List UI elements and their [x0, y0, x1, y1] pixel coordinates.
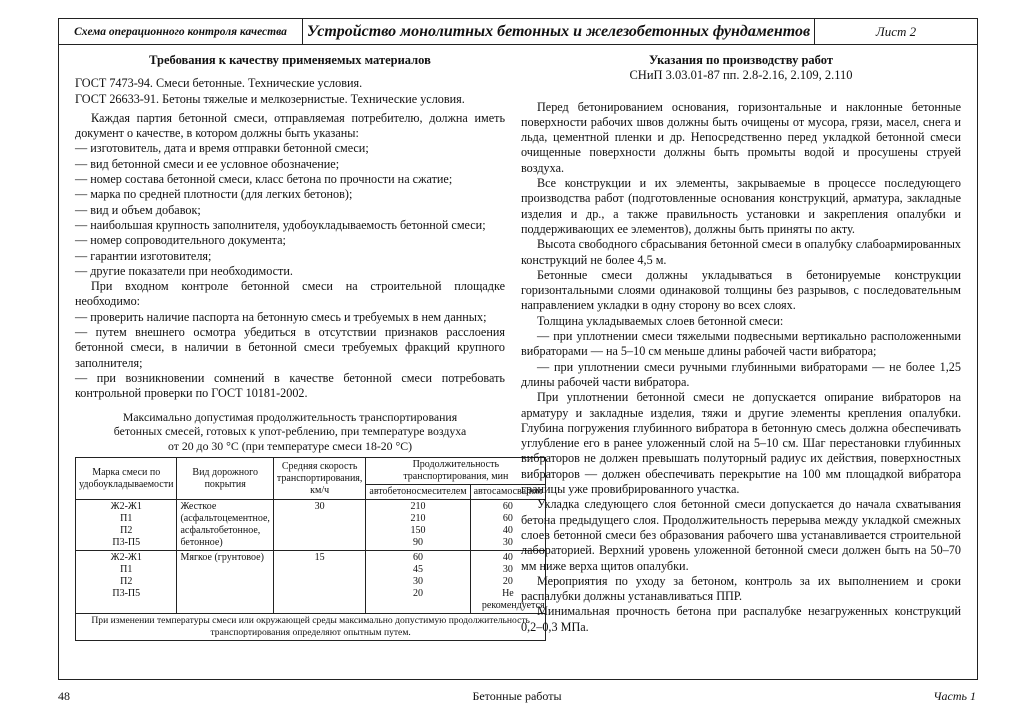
list-item: — номер состава бетонной смеси, класс бетона по прочности на сжатие;: [75, 172, 453, 187]
instructions-subtitle: СНиП 3.03.01-87 пп. 2.8-2.16, 2.109, 2.110: [629, 68, 853, 83]
header-scheme-label: Схема операционного контроля качества: [59, 19, 303, 44]
road-cell: Мягкое (грунтовое): [177, 551, 273, 614]
paragraph: При уплотнении бетонной смеси не допускается опирание вибраторов на арматуру и закладные изделия, тяжи и другие элементы крепления опалубки. Глубина погружения глубинного вибратора в бетонную смесь должна обеспечивать углубление его в ранее уложенный слой на 5–10 см. Шаг перестановки глубинных вибраторов не должен превышать полуторный радиус их действия, поверхностных вибраторов — должен обеспечивать перекрытие на 100 мм площадкой вибратора границы уже провибрированного участка.: [521, 390, 961, 497]
header-road: Вид дорожного покрытия: [177, 458, 273, 500]
list-item: — наибольшая крупность заполнителя, удобоукладываемость бетонной смеси;: [75, 217, 486, 232]
paragraph: Мероприятия по уходу за бетоном, контроль за их выполнением и сроки распалубки должны устанавливаться ППР.: [521, 573, 961, 604]
list-item: — при возникновении сомнений в качестве бетонной смеси потребовать контрольной проверки по ГОСТ 10181-2002.: [75, 370, 505, 401]
header-dump: автосамосвалом: [470, 485, 546, 500]
header-mixer: автобетоносмесителем: [366, 485, 470, 500]
road-cell: Жесткое (асфальтоцементное, асфальтобетонное, бетонное): [177, 500, 273, 551]
table-caption-line: от 20 до 30 °С (при температуре смеси 18-20 °С): [167, 438, 413, 453]
page-number: 48: [58, 689, 70, 703]
paragraph: Минимальная прочность бетона при распалубке незагруженных конструкций 0,2–0,3 МПа.: [521, 604, 961, 634]
table-header-row: [76, 458, 546, 485]
transport-table: [75, 457, 546, 641]
page-frame: [58, 18, 978, 680]
standard-line: ГОСТ 26633-91. Бетоны тяжелые и мелкозернистые. Технические условия.: [75, 91, 465, 106]
mixer-cell: 210 210 150 90: [366, 500, 470, 551]
table-note-row: [76, 614, 546, 641]
list-item: — путем внешнего осмотра убедиться в отсутствии признаков расслоения бетонной смеси, в наличии в бетонной смеси требуемых фракций крупного заполнителя;: [75, 325, 505, 370]
list-item: — при уплотнении смеси ручными глубинными вибраторами — не более 1,25 длины рабочей части вибратора.: [521, 359, 961, 389]
footer-part: Часть 1: [933, 689, 976, 703]
list-item: — марка по средней плотности (для легких бетонов);: [75, 187, 353, 202]
brand-cell: Ж2-Ж1 П1 П2 П3-П5: [76, 551, 177, 614]
table-caption-line: Максимально допустимая продолжительность транспортирования: [122, 409, 458, 424]
page-header: [59, 19, 977, 45]
list-item: — номер сопроводительного документа;: [75, 233, 286, 248]
header-title: Устройство монолитных бетонных и железобетонных фундаментов: [303, 19, 815, 44]
paragraph: Высота свободного сбрасывания бетонной смеси в опалубку слабоармированных конструкций не более 4,5 м.: [521, 237, 961, 267]
table-caption: [75, 410, 505, 454]
list-item: — вид бетонной смеси и ее условное обозначение;: [75, 156, 340, 171]
table-caption-line: бетонных смесей, готовых к упот-реблению, при температуре воздуха: [113, 424, 467, 439]
table-row: [76, 500, 546, 551]
list-item: — вид и объем добавок;: [75, 202, 201, 217]
paragraph: Укладка следующего слоя бетонной смеси допускается до начала схватывания бетона предыдущего слоя. Продолжительность перерыва между укладкой смежных слоев бетонной смеси без образования рабочего шва устанавливается строительной лабораторией. Верхний уровень уложенной бетонной смеси должен быть на 50–70 мм ниже верха щитов опалубки.: [521, 497, 961, 573]
instructions-title: Указания по производству работ: [649, 53, 833, 67]
control-intro: При входном контроле бетонной смеси на строительной площадке необходимо:: [75, 279, 505, 309]
footer-section: Бетонные работы: [472, 689, 562, 703]
speed-cell: 15: [273, 551, 365, 614]
brand-cell: Ж2-Ж1 П1 П2 П3-П5: [76, 500, 177, 551]
header-sheet-label: Лист 2: [875, 23, 917, 39]
header-brand: Марка смеси по удобоукладываемости: [76, 458, 177, 500]
paragraph: Бетонные смеси должны укладываться в бетонируемые конструкции горизонтальными слоями одинаковой толщины без разрывов, с последовательным направлением укладки в одну сторону во всех слоях.: [521, 267, 961, 313]
header-duration: Продолжительность транспортирования, мин: [366, 458, 546, 485]
list-item: — проверить наличие паспорта на бетонную смесь и требуемых в нем данных;: [75, 309, 487, 324]
paragraph: Толщина укладываемых слоев бетонной смеси:: [537, 313, 784, 328]
list-item: — при уплотнении смеси тяжелыми подвесными вертикально расположенными вибраторами — на 5–10 см меньше длины рабочей части вибратора;: [521, 329, 961, 359]
left-column: [75, 47, 545, 641]
dump-cell: 60 60 40 30: [470, 500, 546, 551]
speed-cell: 30: [273, 500, 365, 551]
paragraph: Все конструкции и их элементы, закрываемые в процессе последующего производства работ (подготовленные основания конструкций, арматура, закладные изделия и др., а также правильность установки и закрепления опалубки и поддерживающих ее элементов), должны быть приняты по акту.: [521, 176, 961, 236]
list-item: — изготовитель, дата и время отправки бетонной смеси;: [75, 141, 369, 156]
list-item: — гарантии изготовителя;: [75, 248, 212, 263]
right-column: [521, 47, 961, 635]
mixer-cell: 60 45 30 20: [366, 551, 470, 614]
header-speed: Средняя скорость транспортирования, км/ч: [273, 458, 365, 500]
list-item: — другие показатели при необходимости.: [75, 263, 293, 278]
dump-cell: 40 30 20 Не рекомендуется: [470, 551, 546, 614]
standard-line: ГОСТ 7473-94. Смеси бетонные. Технические условия.: [75, 76, 363, 91]
paragraph: Перед бетонированием основания, горизонтальные и наклонные бетонные поверхности рабочих швов должны быть очищены от мусора, грязи, масел, снега и льда, цементной пленки и др. Непосредственно перед укладкой бетонной смеси очищенные поверхности должны быть промыты водой и просушены струей воздуха.: [521, 99, 961, 175]
quality-doc-intro: Каждая партия бетонной смеси, отправляемая потребителю, должна иметь документ о качестве, в котором должны быть указаны:: [75, 110, 505, 141]
table-note: При изменении температуры смеси или окружающей среды максимально допустимую продолжительность транспортирования определяют опытным путем.: [76, 614, 546, 641]
materials-title: Требования к качеству применяемых материалов: [149, 53, 431, 67]
table-row: [76, 551, 546, 614]
